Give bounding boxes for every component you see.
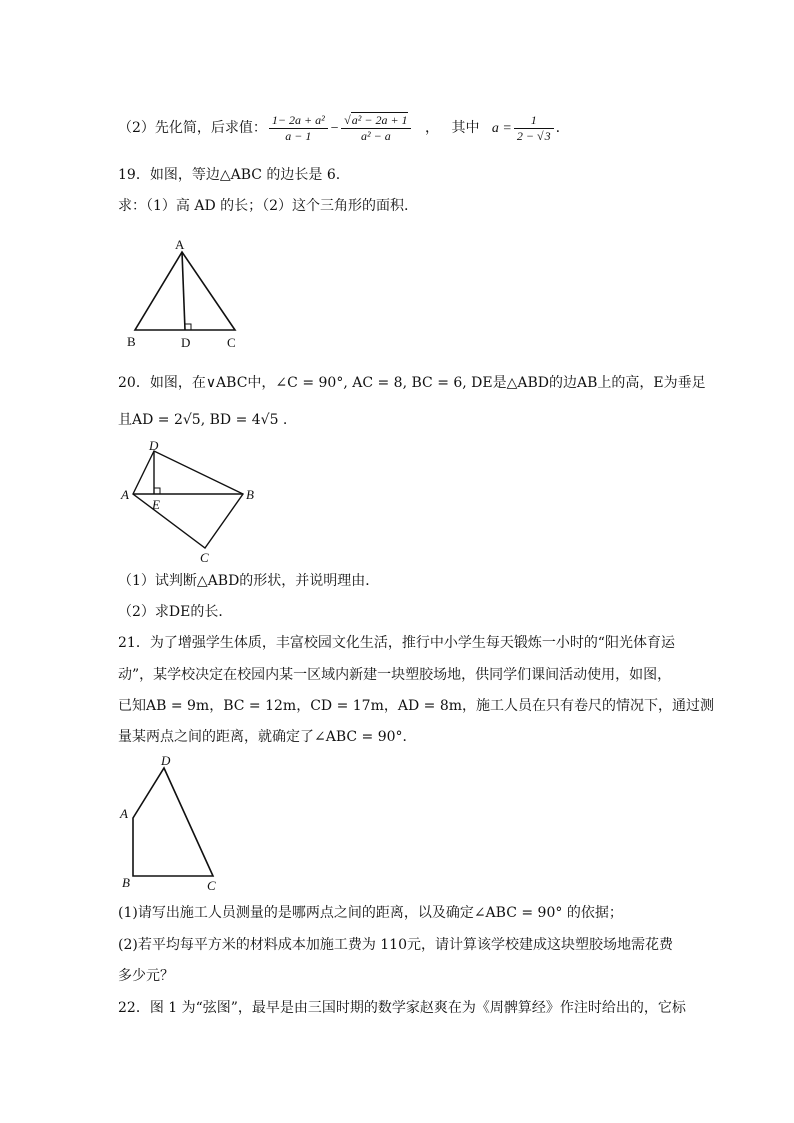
q21-line2: 动”，某学校决定在校园内某一区域内新建一块塑胶场地，供同学们课间活动使用，如图，	[118, 667, 672, 683]
q20-label-e: E	[152, 497, 160, 512]
q18-frac3-numerator: 1	[514, 113, 554, 129]
q21-label-c: C	[207, 878, 216, 893]
q20-figure-quadrilateral	[112, 436, 262, 566]
q20-outline-adbc	[133, 451, 243, 548]
q21-sub2b: 多少元？	[118, 968, 174, 984]
q18-prefix: （2）先化简，后求值：	[118, 120, 267, 136]
q20-label-b: B	[246, 487, 254, 502]
q18-fraction-1	[269, 113, 328, 144]
q19-line2: 求：（1）高 AD 的长；（2）这个三角形的面积.	[118, 198, 409, 214]
q18-part2	[118, 112, 560, 144]
q19-altitude-ad	[182, 252, 185, 330]
q22-line1: 22．图 1 为“弦图”，最早是由三国时期的数学家赵爽在为《周髀算经》作注时给出的，它标	[118, 1000, 686, 1016]
q20-label-d: D	[149, 438, 159, 453]
q20-line1: 20．如图，在∨ABC中，∠C = 90°, AC = 8, BC = 6, DE是△ABD的边AB上的高，E为垂足	[118, 375, 706, 391]
q19-figure-triangle	[110, 232, 260, 354]
q21-sub1: (1)请写出施工人员测量的是哪两点之间的距离，以及确定∠ABC = 90° 的依据；	[118, 905, 623, 921]
q18-minus: −	[329, 121, 340, 136]
q18-frac1-numerator: 1− 2a + a²	[269, 113, 328, 129]
q18-frac3-den-part: 2 −	[516, 128, 534, 143]
q18-frac3-denominator: 2 − √3	[516, 128, 551, 143]
q21-sub2a: (2)若平均每平方米的材料成本加施工费为 110元，请计算该学校建成这块塑胶场地需花费	[118, 937, 674, 953]
q21-line4: 量某两点之间的距离，就确定了∠ABC = 90°．	[118, 729, 417, 745]
q21-figure-quadrilateral	[112, 750, 232, 895]
q18-a-eq: a =	[491, 121, 512, 136]
q20-line2: 且AD = 2√5, BD = 4√5 .	[118, 412, 288, 428]
q20-sub2: （2）求DE的长．	[118, 604, 233, 620]
q19-label-d: D	[181, 335, 191, 350]
q18-frac2-numerator: √a² − 2a + 1	[341, 113, 410, 129]
q20-right-angle-mark	[154, 488, 160, 494]
q20-label-c: C	[200, 550, 209, 565]
q19-line1: 19．如图，等边△ABC 的边长是 6.	[118, 167, 341, 183]
q18-comma: ，	[425, 120, 440, 136]
q19-label-b: B	[127, 334, 136, 349]
q18-fraction-2	[341, 113, 410, 144]
q21-outline-abcd	[133, 768, 213, 876]
q21-line3: 已知AB = 9m，BC = 12m，CD = 17m，AD = 8m，施工人员在只有卷尺的情况下，通过测	[118, 698, 714, 714]
q18-end: .	[555, 120, 561, 136]
q20-sub1: （1）试判断△ABD的形状，并说明理由．	[118, 573, 380, 589]
q18-where: 其中	[451, 120, 480, 136]
q21-label-d: D	[161, 753, 171, 768]
q21-line1: 21．为了增强学生体质，丰富校园文化生活，推行中小学生每天锻炼一小时的“阳光体育运	[118, 635, 675, 651]
q21-label-b: B	[122, 875, 130, 890]
q21-label-a: A	[120, 806, 128, 821]
q19-right-angle-mark	[185, 324, 191, 330]
q18-frac2-denominator: a² − a	[361, 128, 391, 143]
q18-frac2-radicand: a² − 2a + 1	[351, 112, 408, 127]
q18-frac1-denominator: a − 1	[285, 128, 312, 143]
q19-label-a: A	[175, 237, 185, 252]
q18-frac3-radicand: 3	[544, 128, 551, 143]
q20-label-a: A	[121, 487, 129, 502]
q18-fraction-3	[514, 113, 554, 144]
q19-label-c: C	[227, 335, 236, 350]
